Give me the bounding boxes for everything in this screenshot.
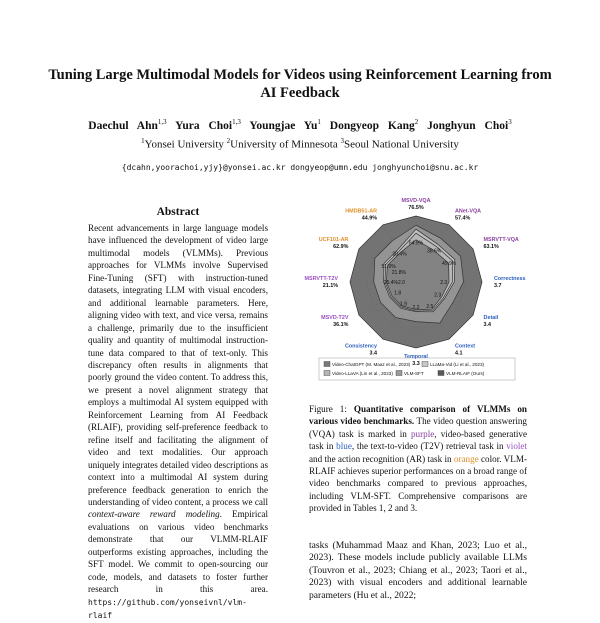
legend-swatch (324, 362, 330, 367)
radar-chart (304, 196, 526, 392)
abstract-body: Recent advancements in large language models have influenced the development of video large multimodal models (VLMMs). Previous approaches for VLMMs involve Supervised Fine-Tuning (SFT) with instruction-tuned datasets, integrating LLM with visual encoders, and additional learnable parameters. Here, aligning video with text, and vice versa, remains a challenge, primarily due to the insufficient quality and quantity of multimodal instruction-tune data compared to that of text-only. This discrepancy often results in alignments that poorly ground the video content. To address this, we present a novel alignment strategy that employs a multimodal AI system equipped with Reinforcement Learning from AI Feedback (RLAIF), providing self-preference feedback to refine itself and facilitating the alignment of video and text modalities. Our approach uniquely integrates detailed video descriptions as context into a multimodal AI system during preference feedback generation to enrich the understanding of video content, a process we call context-aware reward modeling. Empirical evaluations on various video benchmarks demonstrate that our VLMM-RLAIF outperforms existing approaches, including the SFT model. We commit to open-sourcing our code, models, and datasets to foster further research in this area. https://github.com/yonseivnl/vlm-rlaif (88, 223, 268, 621)
axis-label: MSVD-VQA (401, 198, 431, 204)
author: Youngjae Yu$^1$ (249, 118, 321, 132)
axis-value-label: 3.3 (412, 361, 420, 367)
axis-label: MSRVTT-T2V (304, 276, 338, 282)
legend-label: VLM-SFT (404, 371, 424, 376)
legend-label: VLM-RLAIF (Ours) (446, 371, 485, 376)
legend-swatch (396, 371, 402, 376)
axis-label: Temporal (404, 354, 428, 360)
paper-title: Tuning Large Multimodal Models for Videos using Reinforcement Learning from AI Feedback (48, 67, 552, 101)
inner-value-label: 30.4% (392, 251, 407, 258)
axis-value-label: 36.1% (333, 322, 349, 328)
affiliations: $^1$Yonsei University $^2$University of Minnesota $^3$Seoul National University (141, 137, 459, 151)
author: Jonghyun Choi$^3$ (427, 118, 512, 132)
inner-value-label: 21.8% (391, 270, 406, 277)
author: Dongyeop Kang$^2$ (329, 118, 419, 132)
inner-value-label: 2.5 (426, 304, 434, 311)
inner-value-label: 25.4% (383, 280, 399, 286)
author: Daechul Ahn$^{1,3}$ (88, 118, 167, 132)
inner-value-label: 2.3 (440, 280, 448, 286)
emphasis-term: context-aware reward modeling (88, 509, 220, 520)
body-paragraph: tasks (Muhammad Maaz and Khan, 2023; Luo et al., 2023). These models include publicly available LLMs (Touvron et al., 2023; Chiang et al., 2023; Taori et al., 2023) with visual encoders and additional learnable parameters (Hu et al., 2022; (309, 540, 527, 601)
author-emails: {dcahn,yoorachoi,yjy}@yonsei.ac.kr dongyeop@umn.edu jonghyunchoi@snu.ac.kr (121, 163, 479, 172)
inner-value-label: 2.3 (434, 292, 442, 299)
legend-label: LLaMa-Vid (Li et al., 2023) (430, 362, 485, 367)
axis-label: Correctness (494, 276, 526, 282)
inner-value-label: 2.0 (398, 280, 405, 286)
legend-swatch (438, 371, 444, 376)
axis-value-label: 76.5% (408, 205, 424, 211)
axis-label: UCF101-AR (318, 237, 349, 243)
inner-value-label: 1.9 (399, 301, 407, 308)
axis-label: HMDB51-AR (345, 208, 377, 215)
legend-label: Video-ChatGPT (M. Maaz et al., 2023) (332, 362, 411, 367)
axis-value-label: 3.7 (494, 283, 502, 289)
axis-value-label: 3.4 (483, 322, 492, 328)
axis-label: Consistency (344, 343, 377, 350)
axis-value-label: 44.9% (361, 215, 377, 222)
inner-value-label: 51.9% (381, 264, 396, 271)
axis-label: MSRVTT-VQA (483, 237, 519, 243)
author: Yura Choi$^{1,3}$ (175, 118, 241, 132)
axis-value-label: 4.1 (455, 350, 463, 357)
legend-swatch (324, 371, 330, 376)
axis-value-label: 62.9% (333, 244, 349, 250)
inner-value-label: 64.9% (408, 240, 424, 247)
axis-label: MSVD-T2V (321, 315, 349, 321)
github-link[interactable]: https://github.com/yonseivnl/vlm-rlaif (88, 597, 247, 621)
inner-value-label: 38.6% (427, 248, 442, 255)
axis-value-label: 3.4 (369, 350, 377, 357)
legend-swatch (422, 362, 428, 367)
inner-value-label: 2.2 (412, 305, 420, 312)
inner-value-label: 49.9% (442, 260, 457, 267)
axis-label: Context (455, 343, 476, 350)
axis-value-label: 57.4% (455, 215, 471, 222)
axis-value-label: 21.1% (322, 283, 338, 289)
axis-label: ANet-VQA (455, 208, 482, 215)
inner-value-label: 1.8 (394, 290, 402, 297)
axis-label: Detail (483, 315, 499, 321)
abstract-heading: Abstract (156, 206, 200, 218)
author-list (40, 118, 560, 132)
legend-label: Video-LLaVA (Lin et al., 2023) (332, 371, 393, 376)
axis-value-label: 63.1% (483, 244, 499, 250)
figure-caption: Figure 1: Quantitative comparison of VLMMs on various video benchmarks. The video question answering (VQA) task is marked in purple, video-based generative task in blue, the text-to-video (T2V) retrieval task in violet and the action recognition (AR) task in orange color. VLM-RLAIF achieves superior performances on a broad range of video benchmarks compared to previous approaches, including VLM-SFT. Comprehensive comparisons are provided in Tables 1, 2 and 3. (309, 404, 528, 514)
